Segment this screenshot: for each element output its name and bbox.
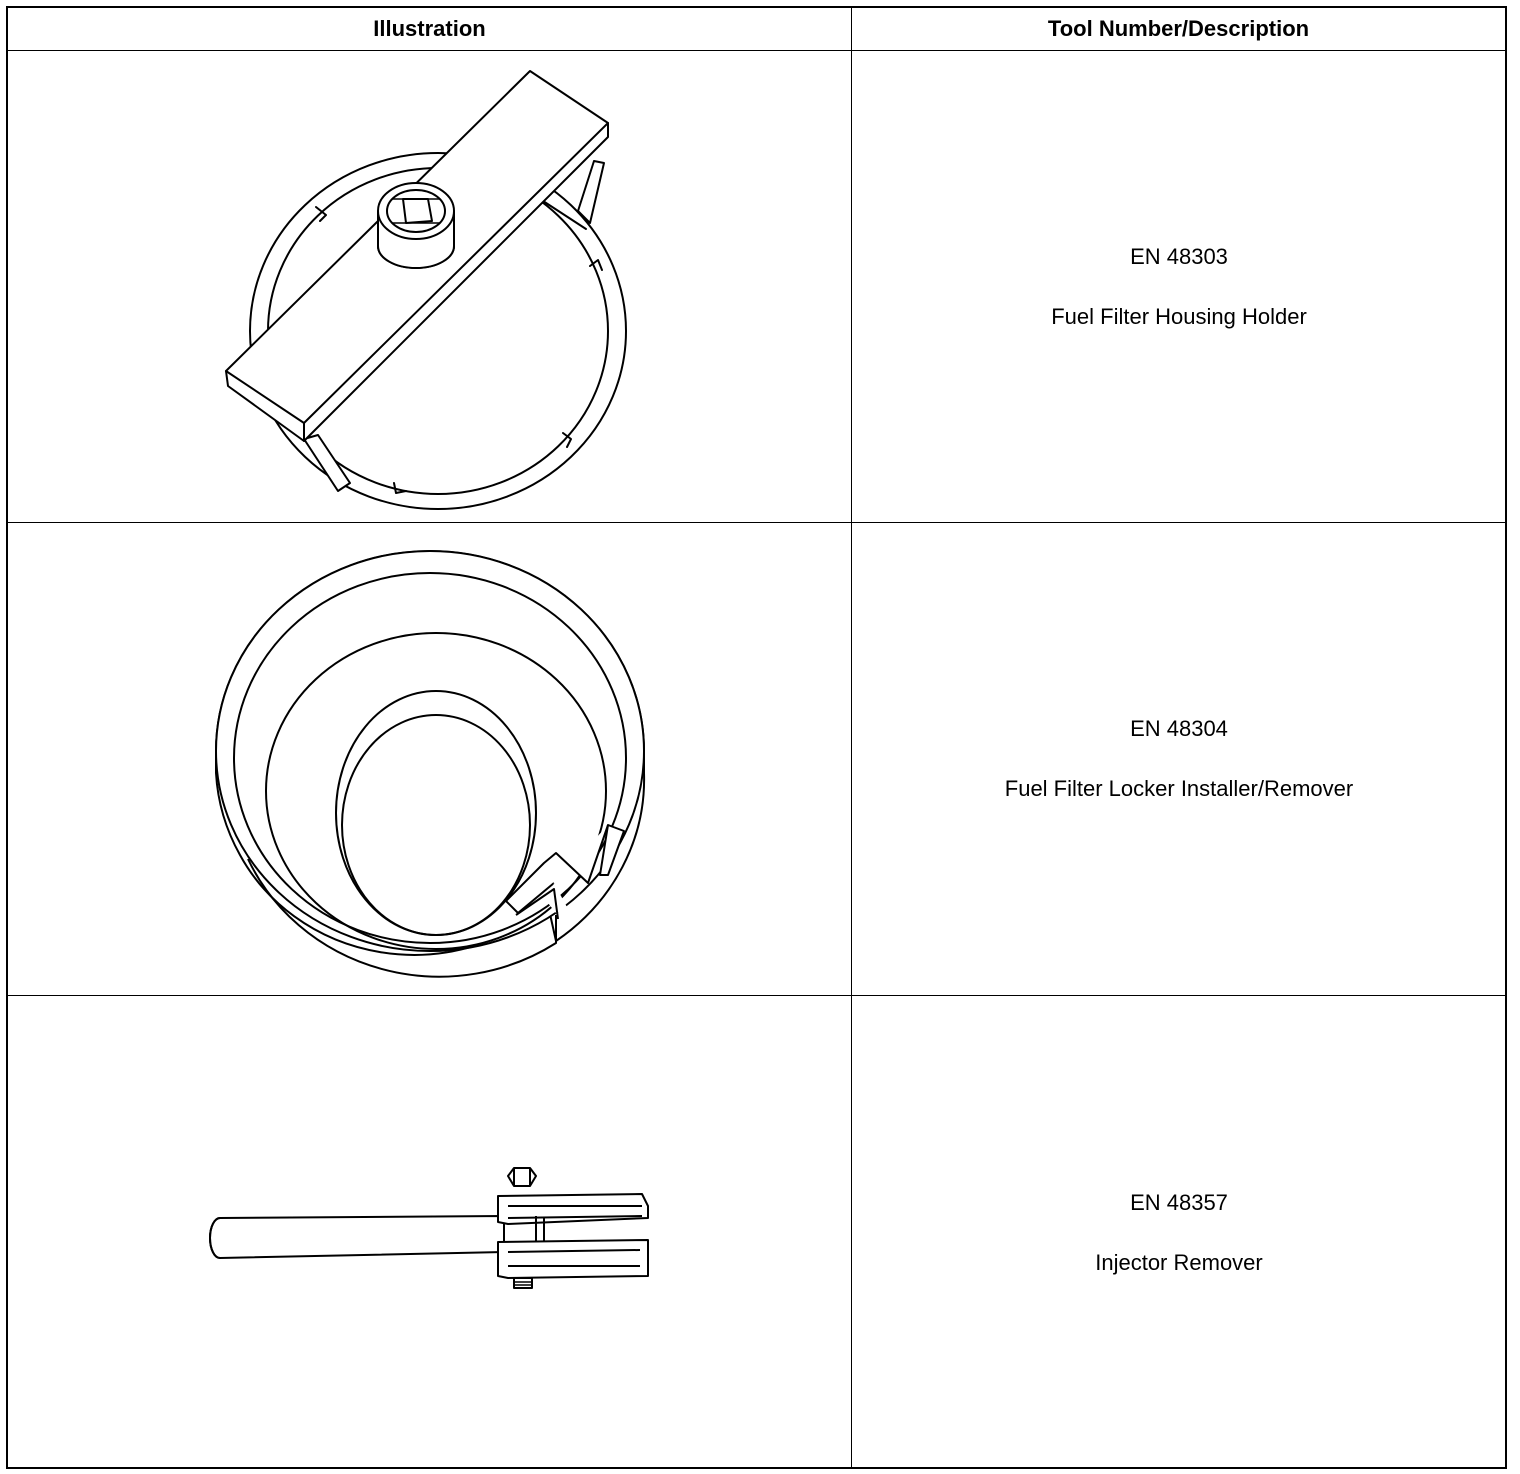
injector-remover-icon [8,996,851,1469]
tool-description: Fuel Filter Housing Holder [1051,303,1307,329]
tool-description-cell [853,996,1505,1469]
tool-number: EN 48303 [1130,243,1228,269]
tool-number: EN 48304 [1130,716,1228,741]
table-row [8,996,1505,1469]
illustration-cell [8,523,851,995]
illustration-cell [8,51,851,522]
tool-description: Injector Remover [1095,1249,1263,1275]
fuel-filter-housing-holder-icon [8,51,851,522]
fuel-filter-locker-installer-remover-icon [8,523,851,995]
table-row [8,51,1505,522]
header-tool-number-description: Tool Number/Description [851,8,1505,50]
header-illustration: Illustration [373,16,486,41]
tool-description-cell [853,523,1505,995]
illustration-cell [8,996,851,1469]
special-tools-table [6,6,1507,1469]
tool-description-cell [853,51,1505,522]
tool-description: Fuel Filter Locker Installer/Remover [1004,776,1354,801]
table-row [8,523,1505,995]
tool-number: EN 48357 [1130,1189,1228,1215]
